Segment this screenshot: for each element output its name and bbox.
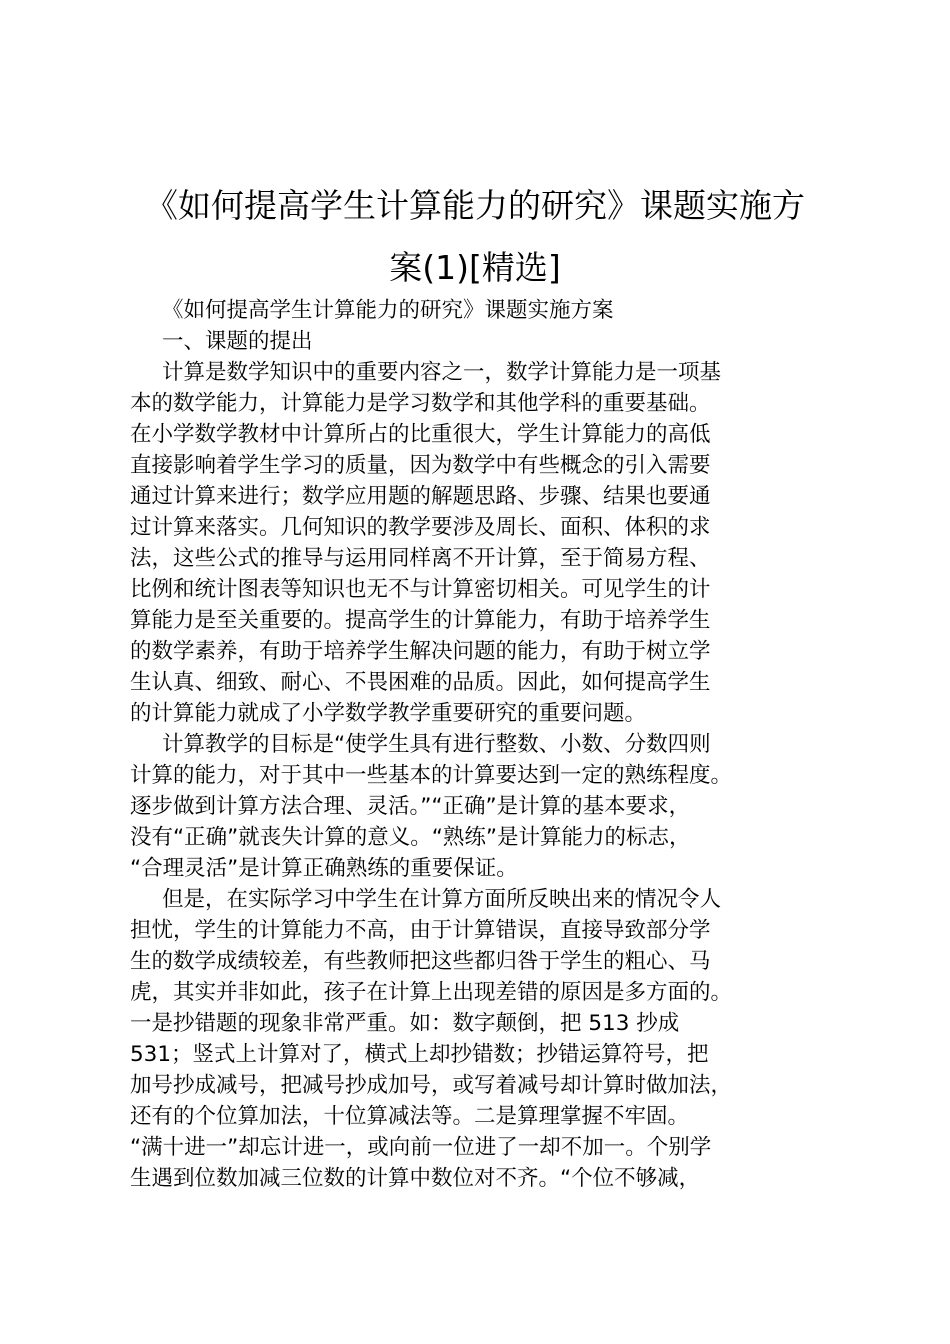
body-line: 过计算来落实。几何知识的教学要涉及周长、面积、体积的求 <box>130 515 711 540</box>
body-line: 计算的能力，对于其中一些基本的计算要达到一定的熟练程度。 <box>130 763 733 788</box>
body-line: 一是抄错题的现象非常严重。如：数字颠倒，把 513 抄成 <box>130 1011 680 1036</box>
body-line: “合理灵活”是计算正确熟练的重要保证。 <box>130 856 518 881</box>
body-line: 逐步做到计算方法合理、灵活。”“正确”是计算的基本要求， <box>130 794 691 819</box>
body-line: 本的数学能力，计算能力是学习数学和其他学科的重要基础。 <box>130 391 711 416</box>
body-line: 但是，在实际学习中学生在计算方面所反映出来的情况令人 <box>162 887 722 912</box>
body-line: 比例和统计图表等知识也无不与计算密切相关。可见学生的计 <box>130 577 711 602</box>
body-line: 直接影响着学生学习的质量，因为数学中有些概念的引入需要 <box>130 453 711 478</box>
body-line: 法，这些公式的推导与运用同样离不开计算，至于简易方程、 <box>130 546 711 571</box>
body-line: 没有“正确”就丧失计算的意义。“熟练”是计算能力的标志， <box>130 825 691 850</box>
body-line: 通过计算来进行；数学应用题的解题思路、步骤、结果也要通 <box>130 484 711 509</box>
body-line: 计算是数学知识中的重要内容之一，数学计算能力是一项基 <box>162 360 722 385</box>
section-heading: 一、课题的提出 <box>162 329 313 354</box>
body-line: “满十进一”却忘计进一，或向前一位进了一却不加一。个别学 <box>130 1135 712 1160</box>
subtitle: 《如何提高学生计算能力的研究》课题实施方案 <box>162 298 614 323</box>
body-line: 虎，其实并非如此，孩子在计算上出现差错的原因是多方面的。 <box>130 980 733 1005</box>
body-line: 531；竖式上计算对了，横式上却抄错数；抄错运算符号，把 <box>130 1042 709 1067</box>
body-line: 担忧，学生的计算能力不高，由于计算错误，直接导致部分学 <box>130 918 711 943</box>
body-line: 加号抄成减号，把减号抄成加号，或写着减号却计算时做加法， <box>130 1073 733 1098</box>
body-line: 的计算能力就成了小学数学教学重要研究的重要问题。 <box>130 701 647 726</box>
document-title-line-2: 案(1)[精选] <box>389 248 561 287</box>
body-line: 计算教学的目标是“使学生具有进行整数、小数、分数四则 <box>162 732 711 757</box>
body-line: 的数学素养，有助于培养学生解决问题的能力，有助于树立学 <box>130 639 711 664</box>
document-title-line-1: 《如何提高学生计算能力的研究》课题实施方 <box>145 186 805 225</box>
body-line: 算能力是至关重要的。提高学生的计算能力，有助于培养学生 <box>130 608 711 633</box>
body-line: 生认真、细致、耐心、不畏困难的品质。因此，如何提高学生 <box>130 670 711 695</box>
body-line: 还有的个位算加法，十位算减法等。二是算理掌握不牢固。 <box>130 1104 690 1129</box>
body-line: 生的数学成绩较差，有些教师把这些都归咎于学生的粗心、马 <box>130 949 711 974</box>
body-line: 在小学数学教材中计算所占的比重很大，学生计算能力的高低 <box>130 422 711 447</box>
body-line: 生遇到位数加减三位数的计算中数位对不齐。“个位不够减， <box>130 1166 701 1191</box>
